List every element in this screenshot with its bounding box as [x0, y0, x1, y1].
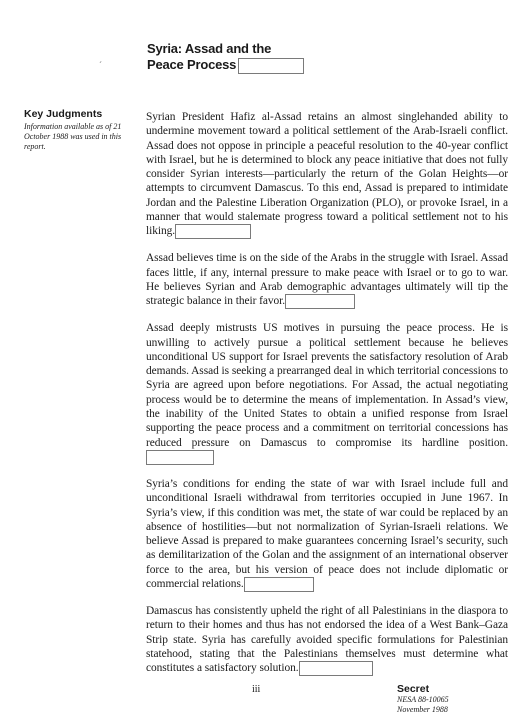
sidebar	[24, 108, 136, 152]
document-title	[147, 41, 304, 74]
title-line-1: Syria: Assad and the	[147, 41, 272, 56]
classification-label: Secret	[397, 683, 430, 695]
paragraph-1: Syrian President Hafiz al-Assad retains an almost singlehanded ability to undermine movement toward a political settlement of the Arab-Israeli conflict. Assad does not oppose in principle a peaceful resolution to the 40-year conflict with Israel, but he is determined to block any peace initiative that does not fully consider Syrian interests—particularly the return of the Golan Heights—or attempts to circumvent Damascus. To this end, Assad is prepared to intimidate Jordan and the Palestine Liberation Organization (PLO), or provoke Israel, in a manner that would stalemate progress toward a political settlement not to his liking.	[146, 111, 508, 238]
redaction-box	[238, 58, 304, 74]
paragraph-4: Syria’s conditions for ending the state of war with Israel include full and unconditional Israeli withdrawal from territories occupied in June 1967. In Syria’s view, if this condition was met, the state of war could be replaced by an absence of hostilities—but not normalization of Syrian-Israeli relations. We believe Assad is prepared to make guarantees concerning Israel’s security, such as demilitarization of the Golan and the assignment of an international observer force to the area, but his version of peace does not include diplomatic or commercial relations.	[146, 477, 508, 591]
paragraph-2: Assad believes time is on the side of the Arabs in the struggle with Israel. Assad faces little, if any, internal pressure to make peace with Israel or to go to war. He believes Syrian and Arab demographic advantages ultimately will tip the strategic balance in their favor.	[146, 252, 508, 308]
information-cutoff-note: Information available as of 21 October 1988 was used in this report.	[24, 122, 122, 151]
document-date: November 1988	[397, 704, 448, 714]
key-judgments-heading: Key Judgments	[24, 108, 103, 120]
redaction-box	[285, 294, 355, 309]
paragraph-5: Damascus has consistently upheld the right of all Palestinians in the diaspora to return to their homes and thus has not endorsed the idea of a West Bank–Gaza Strip state. Syria has carefully avoided specific formulations for Palestinian statehood, stating that the Palestinians themselves must determine what constitutes a satisfactory solution.	[146, 605, 508, 675]
redaction-box	[299, 661, 373, 676]
classification-footer	[397, 683, 507, 714]
key-judgments-body	[146, 110, 508, 688]
redaction-box	[146, 450, 214, 465]
document-number: NESA 88-10065	[397, 695, 449, 704]
page-number: iii	[252, 684, 261, 695]
redaction-box	[244, 577, 314, 592]
paragraph-3: Assad deeply mistrusts US motives in pursuing the peace process. He is unwilling to actively pursue a political settlement because he believes unconditional US support for Israel prevents the satisfactory resolution of Arab demands. Assad is seeking a prearranged deal in which territorial concessions to Syria are agreed upon before negotiations. For Assad, the actual negotiating process would be to determine the means of implementation. In Assad’s view, the inability of the United States to obtain a unified response from Israel supporting the peace process and a commitment on territorial concessions has reduced pressure on Damascus to compromise its hardline position.	[146, 321, 508, 465]
margin-mark: ˊ	[99, 60, 102, 70]
redaction-box	[175, 224, 251, 239]
title-line-2: Peace Process	[147, 57, 237, 72]
